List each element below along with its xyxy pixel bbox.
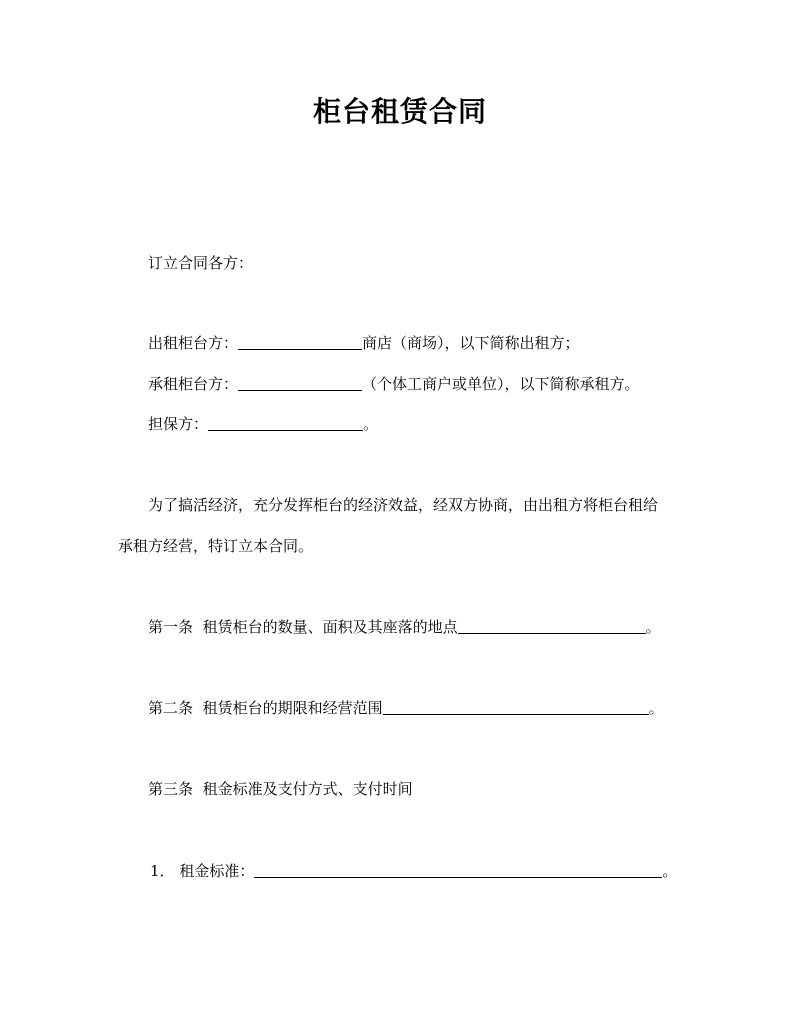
article-1-text: 租赁柜台的数量、面积及其座落的地点	[202, 618, 458, 636]
lessor-name-blank[interactable]	[238, 333, 362, 350]
lessee-line	[148, 373, 640, 395]
article-2-blank[interactable]	[383, 698, 649, 715]
preamble-line-1: 为了搞活经济，充分发挥柜台的经济效益，经双方协商，由出租方将柜台租给	[148, 496, 659, 514]
article-1-number: 第一条	[148, 618, 194, 636]
item-1-label: 租金标准：	[179, 862, 255, 880]
guarantor-line	[148, 413, 378, 435]
article-1	[148, 616, 661, 638]
article-3-number: 第三条	[148, 780, 194, 798]
guarantor-suffix: 。	[363, 415, 379, 433]
guarantor-name-blank[interactable]	[208, 414, 363, 431]
article-1-suffix: 。	[645, 618, 661, 636]
rent-standard-blank[interactable]	[254, 861, 662, 878]
article-3	[148, 778, 413, 800]
lessee-label: 承租柜台方：	[148, 375, 239, 393]
document-title: 柜台租赁合同	[312, 95, 487, 128]
guarantor-label: 担保方：	[148, 415, 209, 433]
article-3-text: 租金标准及支付方式、支付时间	[202, 780, 413, 798]
article-2	[148, 697, 664, 719]
lessor-line	[148, 332, 580, 354]
lessor-label: 出租柜台方：	[148, 334, 239, 352]
item-1-number: 1．	[150, 862, 175, 880]
lessee-name-blank[interactable]	[238, 374, 362, 391]
item-1-suffix: 。	[662, 862, 678, 880]
preamble-line-2: 承租方经营，特订立本合同。	[118, 537, 314, 555]
item-1	[150, 860, 677, 882]
article-1-blank[interactable]	[458, 617, 646, 634]
article-2-number: 第二条	[148, 699, 194, 717]
parties-heading: 订立合同各方：	[148, 254, 254, 272]
lessee-suffix: （个体工商户或单位），以下简称承租方。	[362, 375, 640, 393]
lessor-suffix: 商店（商场），以下简称出租方；	[362, 334, 580, 352]
article-2-text: 租赁柜台的期限和经营范围	[202, 699, 383, 717]
article-2-suffix: 。	[648, 699, 664, 717]
